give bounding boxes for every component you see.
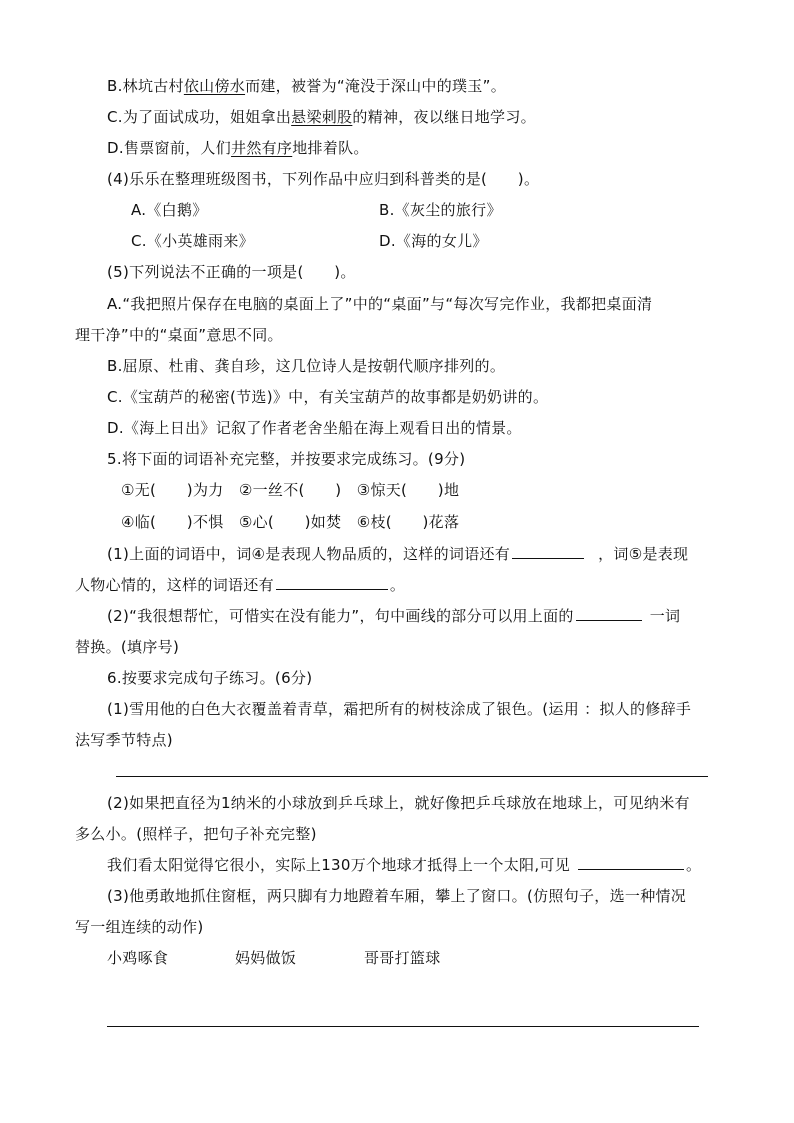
q6-3-choice-2: 妈妈做饭 (235, 949, 297, 967)
q4-5-option-c: C.《宝葫芦的秘密(节选)》中，有关宝葫芦的故事都是奶奶讲的。 (107, 388, 549, 406)
q5-part2-text-cont: 一词 (649, 607, 681, 625)
q5-part1-text-cont: ，词⑤是表现 (598, 545, 689, 563)
q4-option-b-underlined-idiom: 依山傍水 (183, 77, 246, 95)
q4-5-option-d: D.《海上日出》记叙了作者老舍坐船在海上观看日出的情景。 (107, 419, 522, 437)
q6-title: 6.按要求完成句子练习。(6分) (107, 669, 313, 687)
q5-part2-line2: 替换。(填序号) (75, 638, 180, 656)
q6-1-line2: 法写季节特点) (75, 731, 173, 749)
q4-4-option-c: C.《小英雄雨来》 (131, 232, 254, 250)
q4-option-c-text-end: 的精神，夜以继日地学习。 (352, 108, 536, 126)
q5-part2-line1 (107, 606, 680, 626)
q4-option-d-text-end: 地排着队。 (292, 139, 369, 157)
q4-option-d-underlined-idiom: 井然有序 (231, 139, 293, 157)
q6-2-line1: (2)如果把直径为1纳米的小球放到乒乓球上，就好像把乒乓球放在地球上，可见纳米有 (107, 794, 690, 812)
q4-option-c (107, 107, 536, 127)
q5-idioms-row2: ④临( )不惧 ⑤心( )如焚 ⑥枝( )花落 (121, 513, 460, 531)
q6-1-line1: (1)雪用他的白色大衣覆盖着青草，霜把所有的树枝涂成了银色。(运用 ：拟人的修辞手 (107, 700, 692, 718)
q6-2-answer-blank[interactable] (578, 855, 684, 870)
q5-part1-line2 (75, 575, 405, 595)
q4-4-option-a: A.《白鹅》 (131, 201, 208, 219)
q5-part1-line1 (107, 544, 688, 564)
q4-5-option-a-line1: A.“我把照片保存在电脑的桌面上了”中的“桌面”与“每次写完作业，我都把桌面清 (107, 295, 653, 313)
q5-idioms-row1: ①无( )为力 ②一丝不( ) ③惊天( )地 (121, 481, 460, 499)
q6-2-period: 。 (686, 856, 702, 874)
q4-option-c-text: C.为了面试成功，姐姐拿出 (107, 108, 292, 126)
q6-3-line2: 写一组连续的动作) (75, 918, 204, 936)
q6-3-line1: (3)他勇敢地抓住窗框，两只脚有力地蹬着车厢，攀上了窗口。(仿照句子，选一种情况 (107, 887, 687, 905)
q5-answer-blank-3[interactable] (576, 606, 642, 621)
q4-option-b-text-end: 而建，被誉为“淹没于深山中的璞玉”。 (245, 77, 507, 95)
q4-option-d-text: D.售票窗前，人们 (107, 139, 232, 157)
q6-3-answer-line[interactable] (107, 1026, 699, 1027)
q6-3-choice-3: 哥哥打篮球 (364, 949, 441, 967)
q5-answer-blank-1[interactable] (512, 544, 584, 559)
q4-5-option-a-line2: 理干净”中的“桌面”意思不同。 (75, 326, 283, 344)
q4-4-option-b: B.《灰尘的旅行》 (379, 201, 502, 219)
q5-part1-text-2: 人物心情的，这样的词语还有 (75, 576, 274, 594)
q4-option-b (107, 76, 506, 96)
q6-2-line2: 多么小。(照样子，把句子补充完整) (75, 825, 317, 843)
q4-5-stem: (5)下列说法不正确的一项是( )。 (107, 263, 356, 281)
q4-4-stem: (4)乐乐在整理班级图书，下列作品中应归到科普类的是( )。 (107, 170, 540, 188)
q6-3-choice-1: 小鸡啄食 (107, 949, 169, 967)
q6-1-answer-line[interactable] (116, 776, 708, 777)
q5-part1-period: 。 (389, 576, 406, 594)
q5-answer-blank-2[interactable] (276, 575, 388, 590)
q4-5-option-b: B.屈原、杜甫、龚自珍，这几位诗人是按朝代顺序排列的。 (107, 357, 506, 375)
q5-title: 5.将下面的词语补充完整，并按要求完成练习。(9分) (107, 450, 466, 468)
q5-part2-text: (2)“我很想帮忙，可惜实在没有能力”，句中画线的部分可以用上面的 (107, 607, 574, 625)
q4-4-option-d: D.《海的女儿》 (379, 232, 488, 250)
q4-option-c-underlined-idiom: 悬梁刺股 (291, 108, 353, 126)
q4-option-d (107, 138, 369, 158)
q6-2-line3 (107, 855, 701, 875)
q4-option-b-text: B.林坑古村 (107, 77, 184, 95)
q5-part1-text: (1)上面的词语中，词④是表现人物品质的，这样的词语还有 (107, 545, 511, 563)
q6-2-sentence: 我们看太阳觉得它很小，实际上130万个地球才抵得上一个太阳,可见 (107, 856, 571, 874)
